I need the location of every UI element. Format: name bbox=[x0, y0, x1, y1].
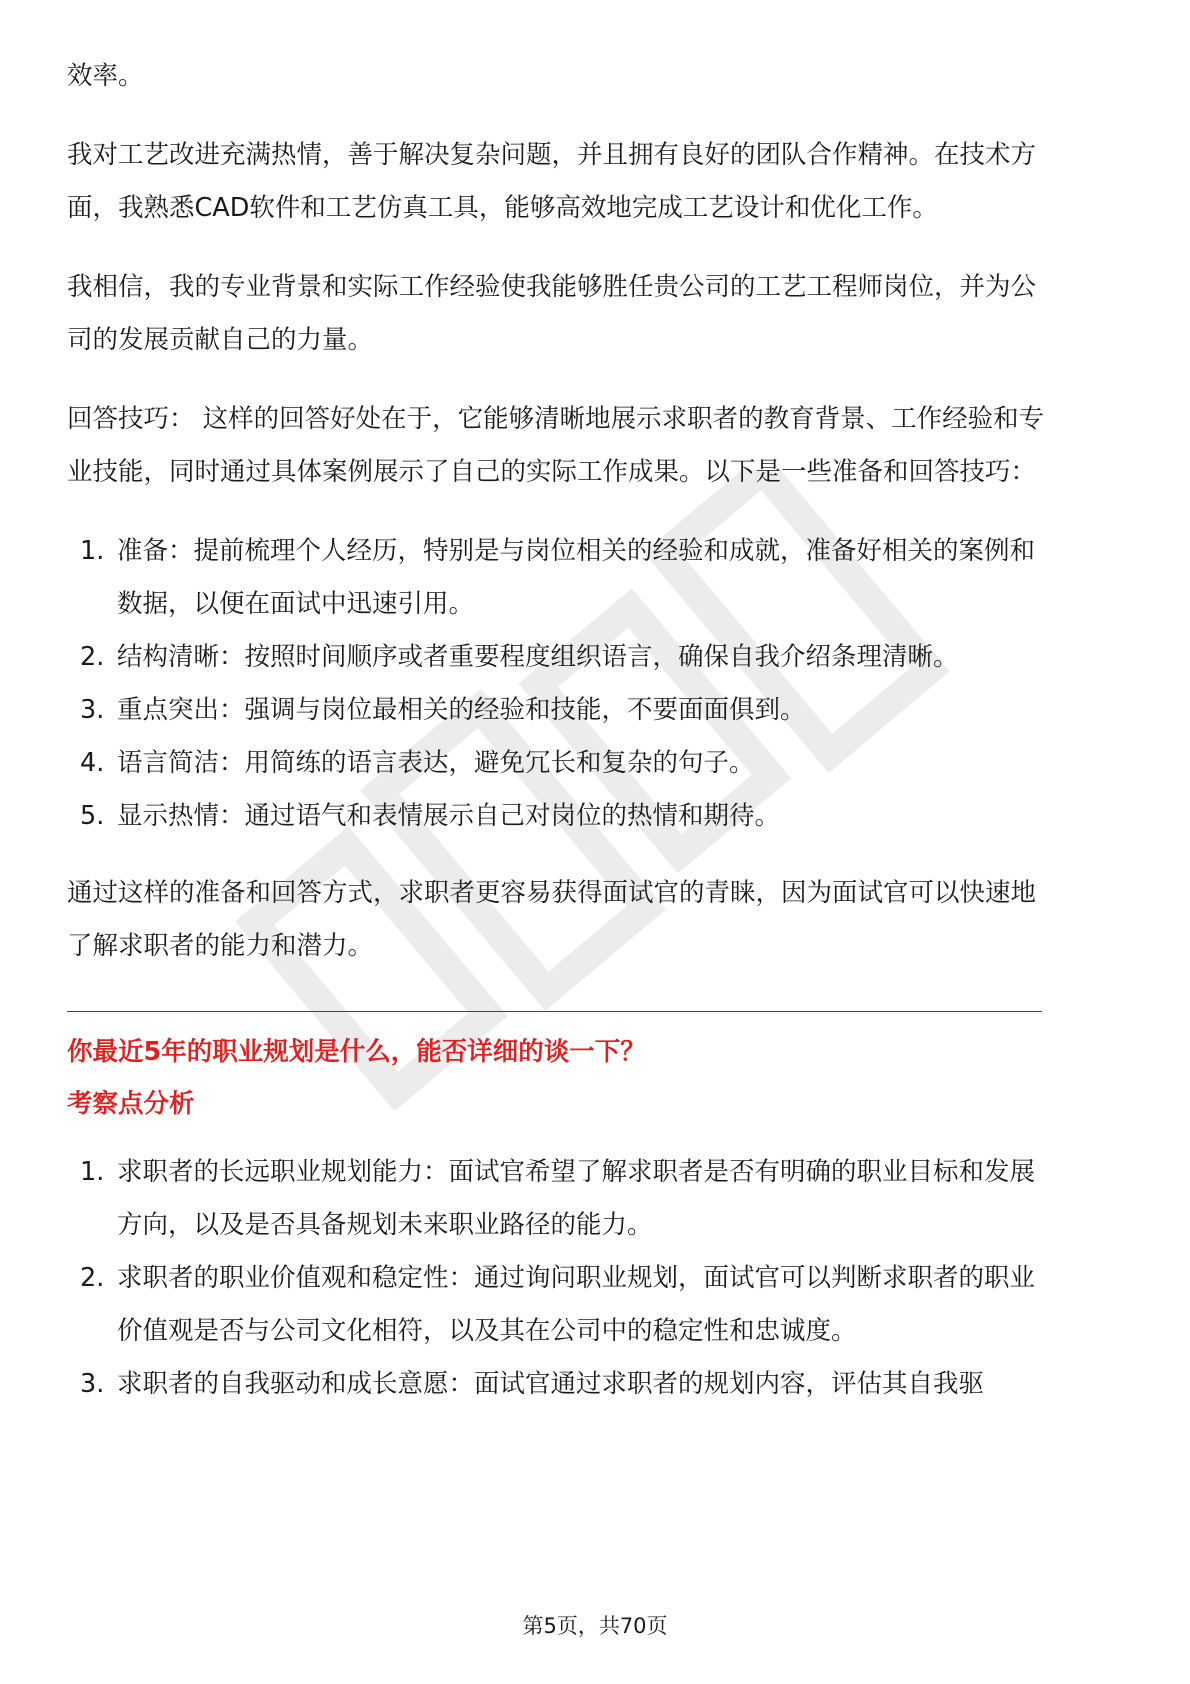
list-item-text: 求职者的职业价值观和稳定性：通过询问职业规划，面试官可以判断求职者的职业价值观是否与公司文化相符，以及其在公司中的稳定性和忠诚度。 bbox=[117, 1263, 1036, 1346]
list-item bbox=[67, 1358, 1047, 1411]
paragraph: 我对工艺改进充满热情，善于解决复杂问题，并且拥有良好的团队合作精神。在技术方面，我熟悉CAD软件和工艺仿真工具，能够高效地完成工艺设计和优化工作。 bbox=[67, 140, 1037, 223]
analysis-list bbox=[67, 1146, 1047, 1411]
list-item bbox=[67, 684, 1047, 737]
list-number: 2. bbox=[80, 642, 105, 672]
list-number: 2. bbox=[80, 1263, 105, 1293]
list-item-text: 准备：提前梳理个人经历，特别是与岗位相关的经验和成就，准备好相关的案例和数据，以便在面试中迅速引用。 bbox=[117, 536, 1036, 619]
list-item-text: 显示热情：通过语气和表情展示自己对岗位的热情和期待。 bbox=[117, 801, 781, 831]
list-number: 4. bbox=[80, 748, 105, 778]
list-item bbox=[67, 1146, 1047, 1252]
list-item bbox=[67, 525, 1047, 631]
list-number: 3. bbox=[80, 1369, 105, 1399]
list-item bbox=[67, 737, 1047, 790]
list-item bbox=[67, 631, 1047, 684]
page-footer: 第5页，共70页 bbox=[522, 1614, 668, 1638]
list-item-text: 结构清晰：按照时间顺序或者重要程度组织语言，确保自我介绍条理清晰。 bbox=[117, 642, 959, 672]
closing-paragraph: 通过这样的准备和回答方式，求职者更容易获得面试官的青睐，因为面试官可以快速地了解求职者的能力和潜力。 bbox=[67, 878, 1037, 961]
list-number: 1. bbox=[80, 1157, 105, 1187]
list-item bbox=[67, 790, 1047, 843]
list-item-text: 重点突出：强调与岗位最相关的经验和技能，不要面面俱到。 bbox=[117, 695, 806, 725]
document-body bbox=[67, 50, 1047, 1435]
analysis-heading: 考察点分析 bbox=[67, 1089, 195, 1119]
paragraph: 效率。 bbox=[67, 61, 144, 91]
list-item bbox=[67, 1252, 1047, 1358]
answer-tips-paragraph: 回答技巧： 这样的回答好处在于，它能够清晰地展示求职者的教育背景、工作经验和专业技能，同时通过具体案例展示了自己的实际工作成果。以下是一些准备和回答技巧： bbox=[67, 404, 1045, 487]
list-number: 1. bbox=[80, 536, 105, 566]
list-item-text: 求职者的自我驱动和成长意愿：面试官通过求职者的规划内容，评估其自我驱 bbox=[117, 1369, 985, 1399]
section-divider bbox=[67, 1011, 1042, 1012]
paragraph: 我相信，我的专业背景和实际工作经验使我能够胜任贵公司的工艺工程师岗位，并为公司的发展贡献自己的力量。 bbox=[67, 272, 1037, 355]
list-item-text: 语言简洁：用简练的语言表达，避免冗长和复杂的句子。 bbox=[117, 748, 755, 778]
list-number: 3. bbox=[80, 695, 105, 725]
question-heading: 你最近5年的职业规划是什么，能否详细的谈一下？ bbox=[67, 1037, 646, 1067]
list-number: 5. bbox=[80, 801, 105, 831]
tips-list bbox=[67, 525, 1047, 843]
list-item-text: 求职者的长远职业规划能力：面试官希望了解求职者是否有明确的职业目标和发展方向，以及是否具备规划未来职业路径的能力。 bbox=[117, 1157, 1036, 1240]
